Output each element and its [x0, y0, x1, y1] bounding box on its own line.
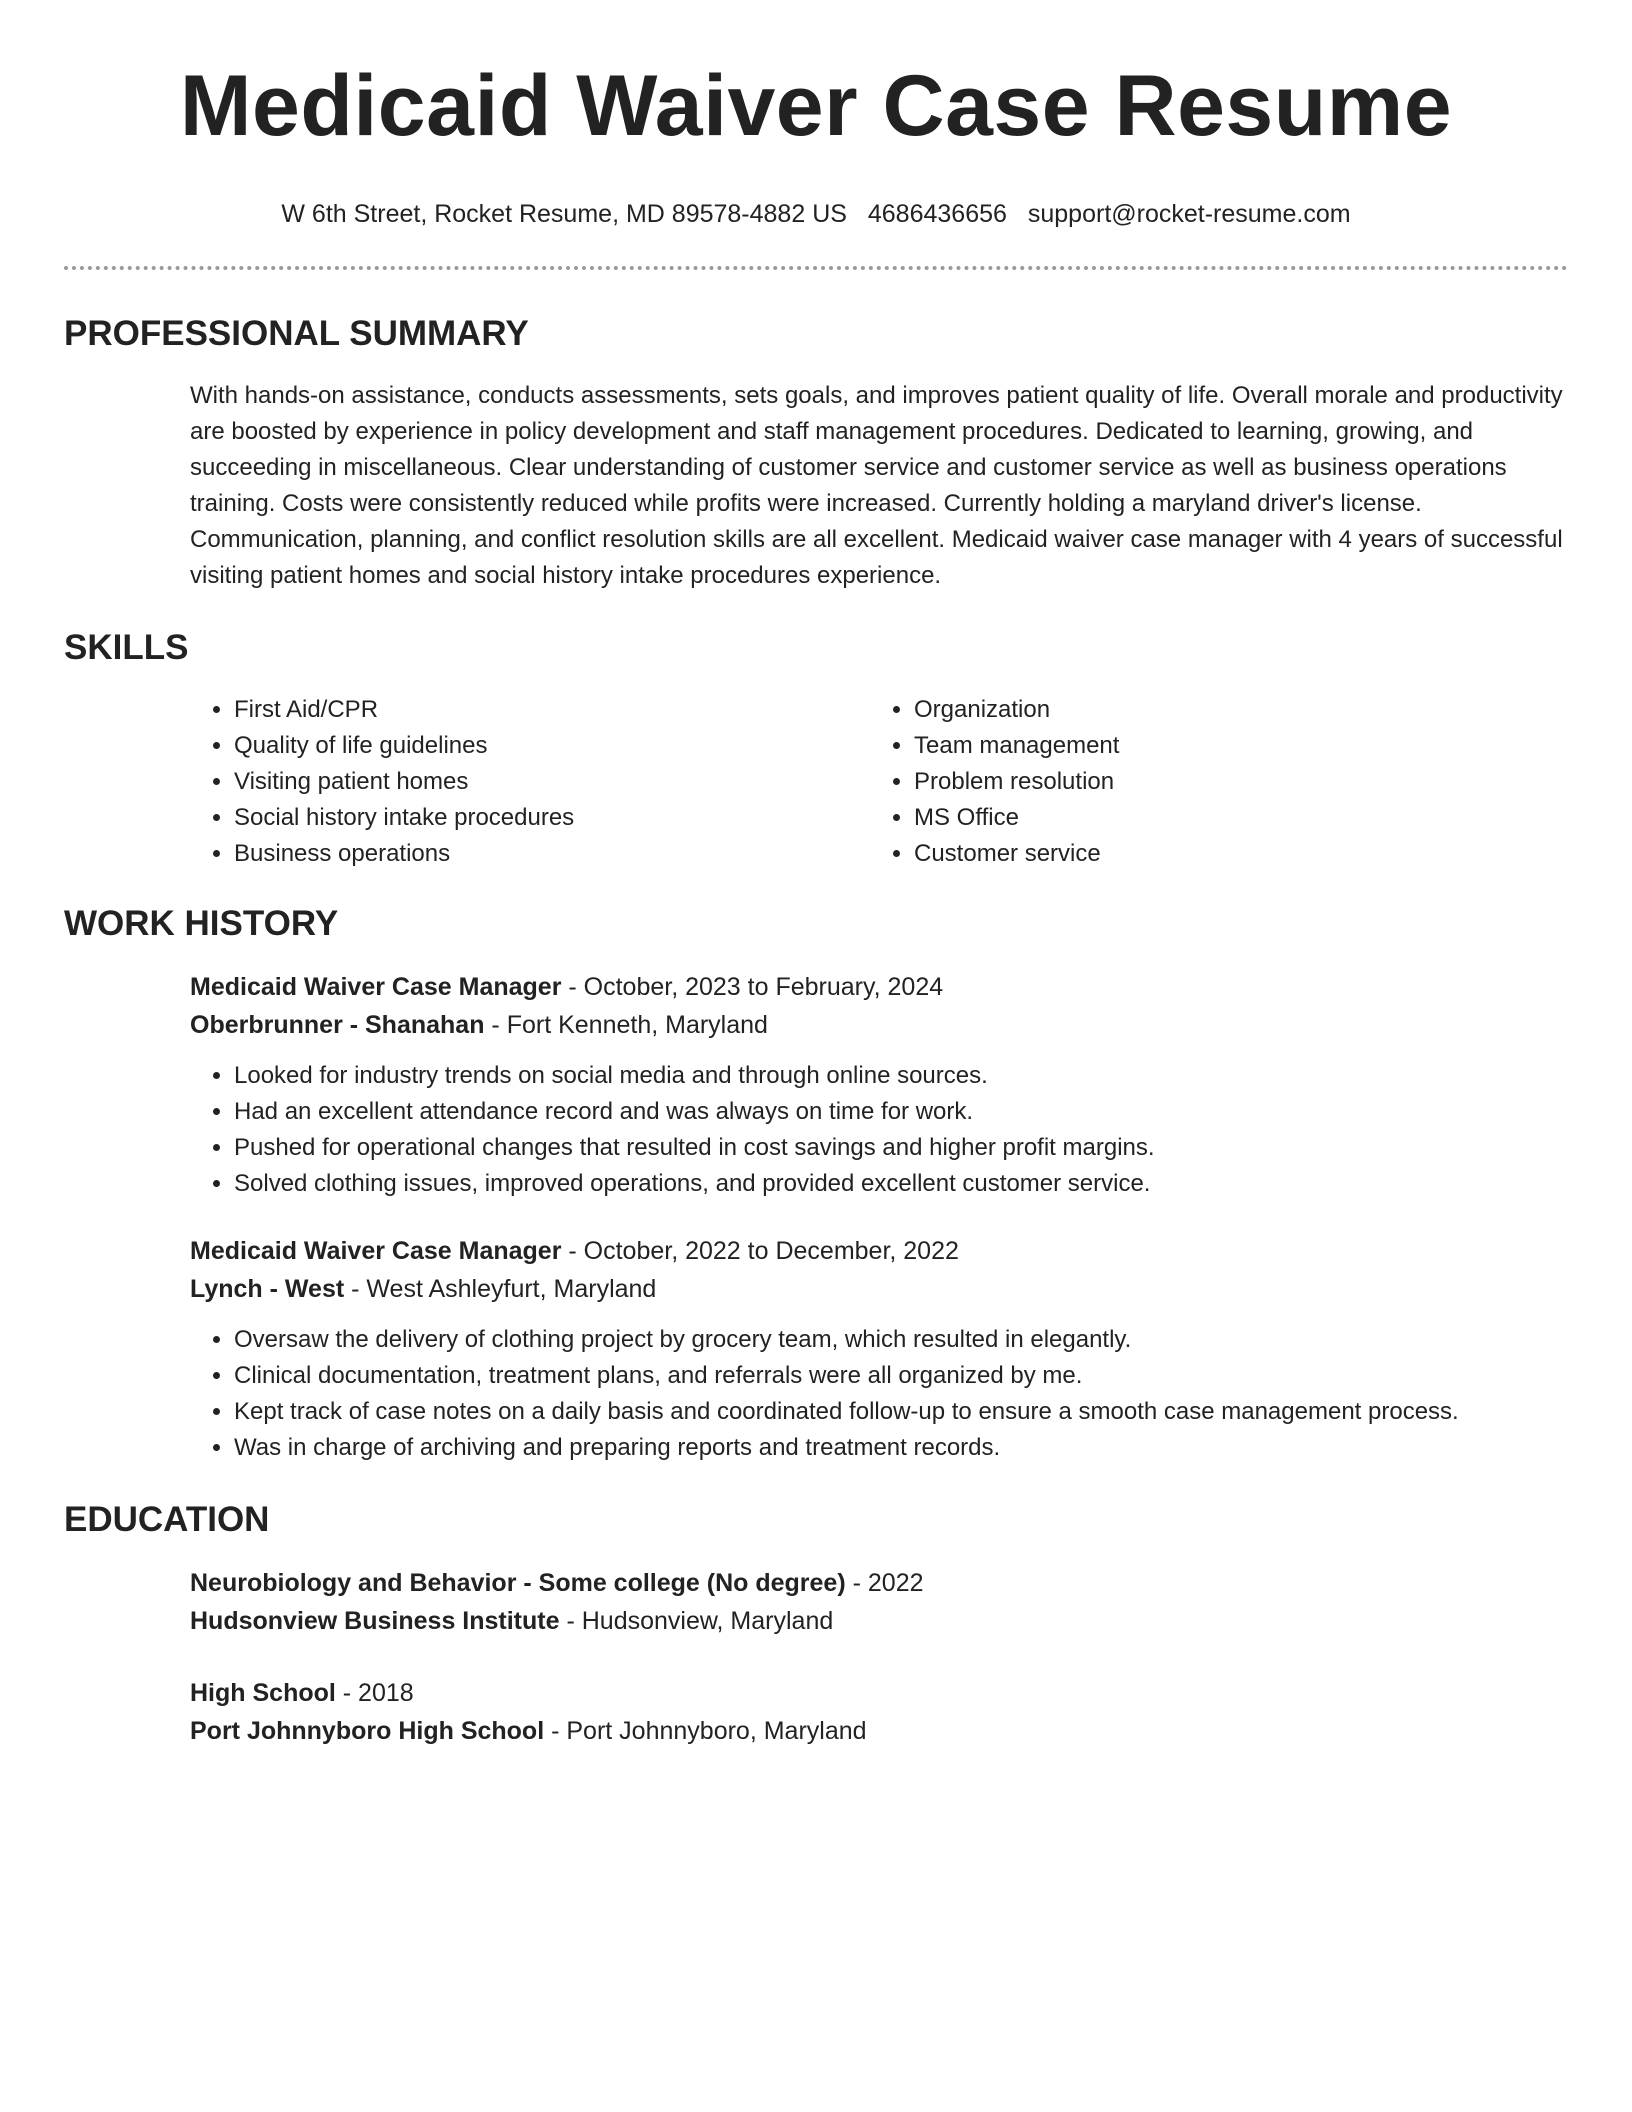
education-school: Hudsonview Business Institute — [190, 1607, 560, 1635]
job-company: Oberbrunner - Shanahan — [190, 1011, 485, 1039]
job-title-line — [190, 1232, 1568, 1270]
skill-item: • Quality of life guidelines — [234, 728, 870, 764]
education-degree: High School — [190, 1679, 336, 1707]
contact-address: W 6th Street, Rocket Resume, MD 89578-4882 US — [281, 200, 847, 228]
skill-item: • MS Office — [914, 800, 1568, 836]
job-entry — [64, 1232, 1568, 1466]
job-entry — [64, 968, 1568, 1202]
skill-item: • Organization — [914, 692, 1568, 728]
job-duty: • Pushed for operational changes that resulted in cost savings and higher profit margins. — [234, 1130, 1568, 1166]
education-degree: Neurobiology and Behavior - Some college (No degree) — [190, 1569, 846, 1597]
summary-heading: PROFESSIONAL SUMMARY — [64, 314, 529, 353]
education-school-line — [190, 1602, 1568, 1640]
job-dates: - October, 2022 to December, 2022 — [561, 1237, 959, 1265]
summary-section — [64, 312, 1568, 594]
skill-item: • Visiting patient homes — [234, 764, 870, 800]
skill-item: • Business operations — [234, 836, 870, 872]
job-duties — [190, 1322, 1568, 1466]
job-company: Lynch - West — [190, 1275, 345, 1303]
job-title-line — [190, 968, 1568, 1006]
skill-item: • Problem resolution — [914, 764, 1568, 800]
contact-email: support@rocket-resume.com — [1027, 200, 1351, 228]
job-duties — [190, 1058, 1568, 1202]
job-duty: • Looked for industry trends on social media and through online sources. — [234, 1058, 1568, 1094]
education-year: - 2022 — [845, 1569, 924, 1597]
job-role: Medicaid Waiver Case Manager — [190, 1237, 562, 1265]
skills-right-list — [870, 692, 1568, 872]
job-location: - Fort Kenneth, Maryland — [484, 1011, 768, 1039]
job-duty: • Solved clothing issues, improved operations, and provided excellent customer service. — [234, 1166, 1568, 1202]
skill-item: • Social history intake procedures — [234, 800, 870, 836]
education-school: Port Johnnyboro High School — [190, 1717, 545, 1745]
header-divider — [64, 266, 1568, 270]
job-duty: • Kept track of case notes on a daily basis and coordinated follow-up to ensure a smooth case management process. — [234, 1394, 1568, 1430]
education-school-line — [190, 1712, 1568, 1750]
contact-phone: 4686436656 — [867, 200, 1007, 228]
contact-line — [64, 198, 1568, 230]
job-role: Medicaid Waiver Case Manager — [190, 973, 562, 1001]
job-duty: • Was in charge of archiving and preparing reports and treatment records. — [234, 1430, 1568, 1466]
skill-item: • Customer service — [914, 836, 1568, 872]
skill-item: • Team management — [914, 728, 1568, 764]
education-location: - Hudsonview, Maryland — [559, 1607, 834, 1635]
job-duty: • Clinical documentation, treatment plans, and referrals were all organized by me. — [234, 1358, 1568, 1394]
education-entry — [64, 1564, 1568, 1640]
job-company-line — [190, 1270, 1568, 1308]
work-section — [64, 902, 1568, 1466]
education-location: - Port Johnnyboro, Maryland — [544, 1717, 867, 1745]
skills-left-list — [190, 692, 870, 872]
education-degree-line — [190, 1564, 1568, 1602]
job-duty: • Oversaw the delivery of clothing project by grocery team, which resulted in elegantly. — [234, 1322, 1568, 1358]
work-heading: WORK HISTORY — [64, 904, 339, 943]
summary-text: With hands-on assistance, conducts assessments, sets goals, and improves patient quality of life. Overall morale and productivity are boosted by experience in policy development and staff management procedures. Dedicated to learning, growing, and succeeding in miscellaneous. Clear understanding of customer service and customer service as well as business operations training. Costs were consistently reduced while profits were increased. Currently holding a maryland driver's license. Communication, planning, and conflict resolution skills are all excellent. Medicaid waiver case manager with 4 years of successful visiting patient homes and social history intake procedures experience. — [190, 382, 1563, 589]
resume-name: Medicaid Waiver Case Resume — [179, 58, 1453, 154]
job-company-line — [190, 1006, 1568, 1044]
job-duty: • Had an excellent attendance record and was always on time for work. — [234, 1094, 1568, 1130]
job-location: - West Ashleyfurt, Maryland — [344, 1275, 657, 1303]
education-year: - 2018 — [335, 1679, 414, 1707]
skills-heading: SKILLS — [64, 628, 189, 667]
education-degree-line — [190, 1674, 1568, 1712]
skills-section — [64, 626, 1568, 872]
skill-item: • First Aid/CPR — [234, 692, 870, 728]
education-entry — [64, 1674, 1568, 1750]
education-section — [64, 1498, 1568, 1750]
education-heading: EDUCATION — [64, 1500, 270, 1539]
job-dates: - October, 2023 to February, 2024 — [561, 973, 944, 1001]
